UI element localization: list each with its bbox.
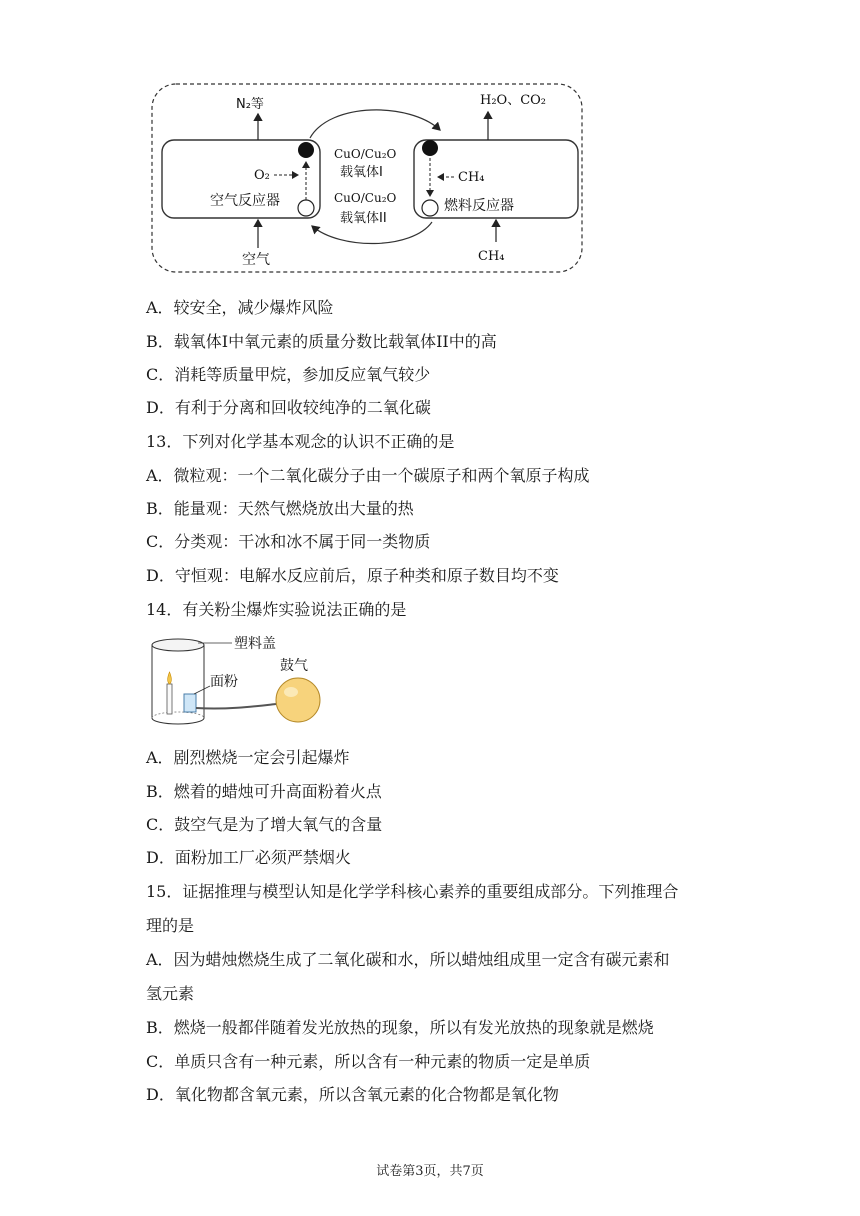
q12-option-c: C．消耗等质量甲烷，参加反应氧气较少 — [146, 365, 431, 384]
q14-option-d: D．面粉加工厂必须严禁烟火 — [146, 848, 351, 867]
q12-option-a: A．较安全，减少爆炸风险 — [146, 298, 334, 317]
carrier1-name: 载氧体I — [340, 165, 383, 180]
n2-label: N₂等 — [236, 97, 264, 112]
q14-option-c: C．鼓空气是为了增大氧气的含量 — [146, 815, 383, 834]
carrier-empty-circle-left — [298, 200, 314, 216]
top-circulation-arrow — [310, 110, 440, 138]
blow-bulb — [276, 678, 320, 722]
flour-cup — [184, 694, 196, 712]
q13-option-a: A．微粒观：一个二氧化碳分子由一个碳原子和两个氧原子构成 — [146, 466, 590, 485]
q13-option-c: C．分类观：干冰和冰不属于同一类物质 — [146, 532, 431, 551]
ch4-inner-label: CH₄ — [458, 170, 485, 185]
carrier-empty-circle-right — [422, 200, 438, 216]
bulb-highlight — [284, 687, 298, 697]
can-lid — [152, 639, 204, 651]
carrier-filled-circle-left — [298, 142, 314, 158]
flour-label: 面粉 — [210, 674, 238, 690]
chemical-looping-diagram — [150, 82, 590, 278]
q14-option-a: A．剧烈燃烧一定会引起爆炸 — [146, 748, 350, 767]
q13-stem: 13．下列对化学基本观念的认识不正确的是 — [146, 432, 455, 451]
can-bottom-back — [152, 712, 204, 718]
q15-stem-line2: 理的是 — [146, 916, 195, 935]
carrier2-name: 载氧体II — [340, 211, 387, 226]
candle-flame — [168, 672, 172, 684]
dust-explosion-figure — [148, 634, 338, 734]
candle — [167, 684, 172, 714]
fuel-reactor-label: 燃料反应器 — [444, 198, 514, 214]
q15-option-a-line1: A．因为蜡烛燃烧生成了二氧化碳和水，所以蜡烛组成里一定含有碳元素和 — [146, 950, 670, 969]
ch4-input-label: CH₄ — [478, 249, 505, 264]
q15-option-b: B．燃烧一般都伴随着发光放热的现象，所以有发光放热的现象就是燃烧 — [146, 1018, 654, 1037]
q15-stem-line1: 15．证据推理与模型认知是化学学科核心素养的重要组成部分。下列推理合 — [146, 882, 679, 901]
q12-option-b: B．载氧体I中氧元素的质量分数比载氧体II中的高 — [146, 332, 497, 351]
q15-option-a-line2: 氢元素 — [146, 984, 195, 1003]
q14-option-b: B．燃着的蜡烛可升高面粉着火点 — [146, 782, 382, 801]
lid-label: 塑料盖 — [234, 636, 276, 652]
q13-option-b: B．能量观：天然气燃烧放出大量的热 — [146, 499, 414, 518]
can-bottom — [152, 718, 204, 724]
air-input-label: 空气 — [242, 252, 270, 268]
q15-option-d: D．氧化物都含氧元素，所以含氧元素的化合物都是氧化物 — [146, 1085, 559, 1104]
o2-label: O₂ — [254, 168, 270, 183]
page-footer: 试卷第3页，共7页 — [376, 1164, 484, 1179]
blow-label: 鼓气 — [280, 658, 308, 674]
air-reactor-label: 空气反应器 — [210, 193, 280, 209]
air-tube — [196, 704, 276, 709]
carrier-filled-circle-right — [422, 140, 438, 156]
carrier2-formula: CuO/Cu₂O — [334, 191, 397, 205]
carrier1-formula: CuO/Cu₂O — [334, 147, 397, 161]
q13-option-d: D．守恒观：电解水反应前后，原子种类和原子数目均不变 — [146, 566, 559, 585]
q14-stem: 14．有关粉尘爆炸实验说法正确的是 — [146, 600, 407, 619]
q15-option-c: C．单质只含有一种元素，所以含有一种元素的物质一定是单质 — [146, 1052, 591, 1071]
products-label: H₂O、CO₂ — [480, 93, 547, 108]
q12-option-d: D．有利于分离和回收较纯净的二氧化碳 — [146, 398, 431, 417]
flour-leader — [194, 686, 210, 694]
